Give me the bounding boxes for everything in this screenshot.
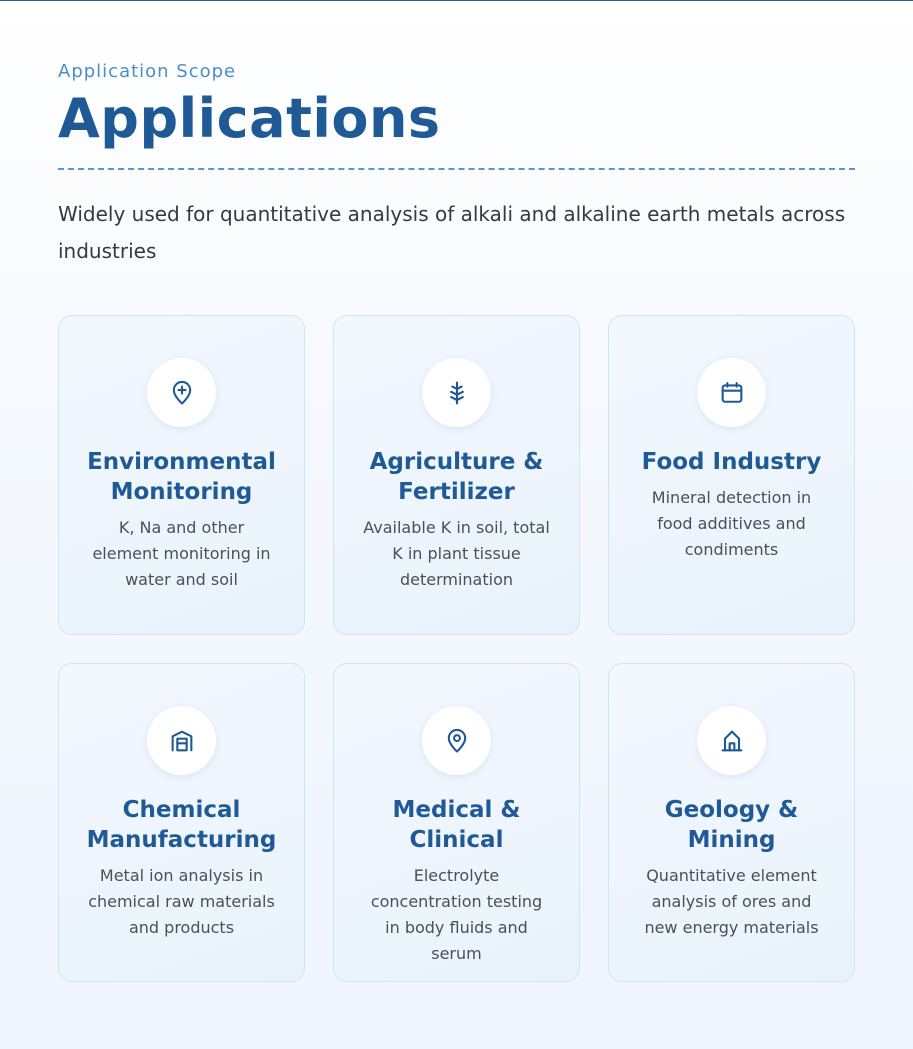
application-card: [333, 315, 580, 635]
card-description: K, Na and other element monitoring in water and soil: [92, 518, 271, 589]
factory-icon: [147, 706, 216, 775]
application-card: [58, 663, 305, 982]
card-description: Metal ion analysis in chemical raw materials and products: [88, 866, 275, 937]
map-pin-icon: [422, 706, 491, 775]
application-card: [608, 315, 855, 635]
card-description: Quantitative element analysis of ores and new energy materials: [644, 866, 819, 937]
card-title: Geology & Mining: [664, 797, 799, 853]
card-description: Available K in soil, total K in plant tissue determination: [363, 518, 550, 589]
section-subtitle: Widely used for quantitative analysis of alkali and alkaline earth metals across industries: [58, 202, 846, 263]
card-title: Chemical Manufacturing: [86, 797, 277, 853]
calendar-icon: [697, 358, 766, 427]
map-pin-plus-icon: [147, 358, 216, 427]
application-card: [58, 315, 305, 635]
applications-grid: [58, 315, 855, 982]
section-eyebrow: Application Scope: [58, 61, 237, 82]
building-icon: [697, 706, 766, 775]
card-title: Medical & Clinical: [392, 797, 521, 853]
dashed-divider: [58, 168, 855, 170]
application-card: [608, 663, 855, 982]
card-title: Environmental Monitoring: [87, 449, 276, 505]
application-card: [333, 663, 580, 982]
page-title: Applications: [58, 87, 441, 150]
card-title: Food Industry: [641, 449, 822, 475]
plant-icon: [422, 358, 491, 427]
card-description: Electrolyte concentration testing in body fluids and serum: [370, 866, 543, 963]
card-title: Agriculture & Fertilizer: [369, 449, 544, 505]
card-description: Mineral detection in food additives and condiments: [651, 488, 812, 559]
